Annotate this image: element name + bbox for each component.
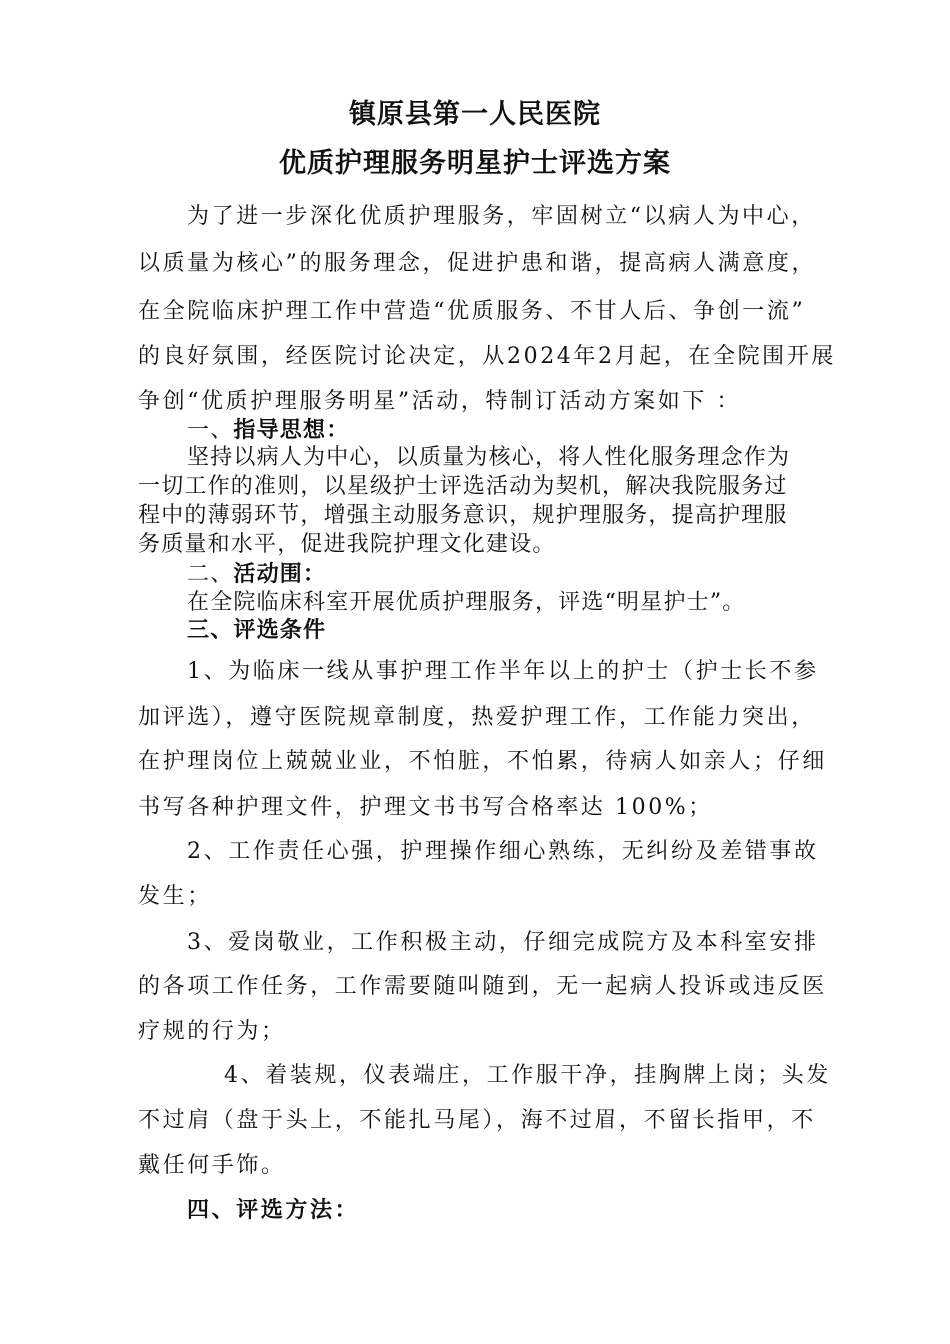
intro-line-5: 争创“优质护理服务明星”活动，特制订活动方案如下 ： bbox=[138, 389, 742, 414]
section1-line-2: 一切工作的准则，以星级护士评选活动为契机，解决我院服务过 bbox=[138, 474, 788, 499]
title-plan: 优质护理服务明星护士评选方案 bbox=[279, 148, 671, 179]
title-hospital: 镇原县第一人民医院 bbox=[349, 99, 601, 130]
section1-heading-prefix: 一、 bbox=[187, 418, 234, 443]
intro-line-2: 以质量为核心”的服务理念，促进护患和谐，提高病人满意度， bbox=[138, 251, 817, 276]
section3-heading: 三、评选条件 bbox=[187, 618, 327, 643]
section3-item3-line-3: 疗规的行为； bbox=[138, 1019, 286, 1044]
section3-item3-line-2: 的各项工作任务，工作需要随叫随到，无一起病人投诉或违反医 bbox=[138, 974, 827, 999]
section4-heading: 四、评选方法： bbox=[187, 1198, 360, 1223]
section3-item1-line-2: 加评选），遵守医院规章制度，热爱护理工作，工作能力突出， bbox=[138, 705, 816, 730]
section2-heading-text: 活动围： bbox=[233, 562, 327, 587]
section1-heading-text: 指导思想： bbox=[233, 418, 350, 443]
section3-item4-line-3: 戴任何手饰。 bbox=[138, 1153, 286, 1178]
section2-line-1: 在全院临床科室开展优质护理服务，评选“明星护士”。 bbox=[187, 590, 746, 615]
section3-item3-line-1: 3、爱岗敬业，工作积极主动，仔细完成院方及本科室安排 bbox=[187, 930, 819, 955]
section3-item2-line-2: 发生； bbox=[138, 884, 212, 909]
intro-line-1: 为了进一步深化优质护理服务，牢固树立“以病人为中心， bbox=[187, 204, 816, 229]
section3-item2-line-1: 2、工作责任心强，护理操作细心熟练，无纠纷及差错事故 bbox=[187, 839, 819, 864]
section1-line-4: 务质量和水平，促进我院护理文化建设。 bbox=[138, 532, 556, 557]
section1-line-1: 坚持以病人为中心，以质量为核心，将人性化服务理念作为 bbox=[187, 445, 791, 470]
section3-item1-line-4: 书写各种护理文件，护理文书书写合格率达 100%； bbox=[138, 795, 713, 820]
intro-line-4: 的良好氛围，经医院讨论决定，从2024年2月起，在全院围开展 bbox=[138, 344, 836, 369]
section3-item4-line-1: 4、着装规，仪表端庄，工作服干净，挂胸牌上岗；头发 bbox=[224, 1063, 831, 1088]
section3-item1-line-1: 1、为临床一线从事护理工作半年以上的护士（护士长不参 bbox=[187, 659, 819, 684]
section1-line-3: 程中的薄弱环节，增强主动服务意识，规护理服务，提高护理服 bbox=[138, 503, 788, 528]
section3-item1-line-3: 在护理岗位上兢兢业业，不怕脏，不怕累，待病人如亲人；仔细 bbox=[138, 749, 827, 774]
intro-line-3: 在全院临床护理工作中营造“优质服务、不甘人后、争创一流” bbox=[138, 299, 806, 324]
section3-item4-line-2: 不过肩（盘于头上，不能扎马尾），海不过眉，不留长指甲，不 bbox=[138, 1108, 816, 1133]
section2-heading bbox=[187, 557, 867, 588]
section2-heading-prefix: 二、 bbox=[187, 562, 234, 587]
